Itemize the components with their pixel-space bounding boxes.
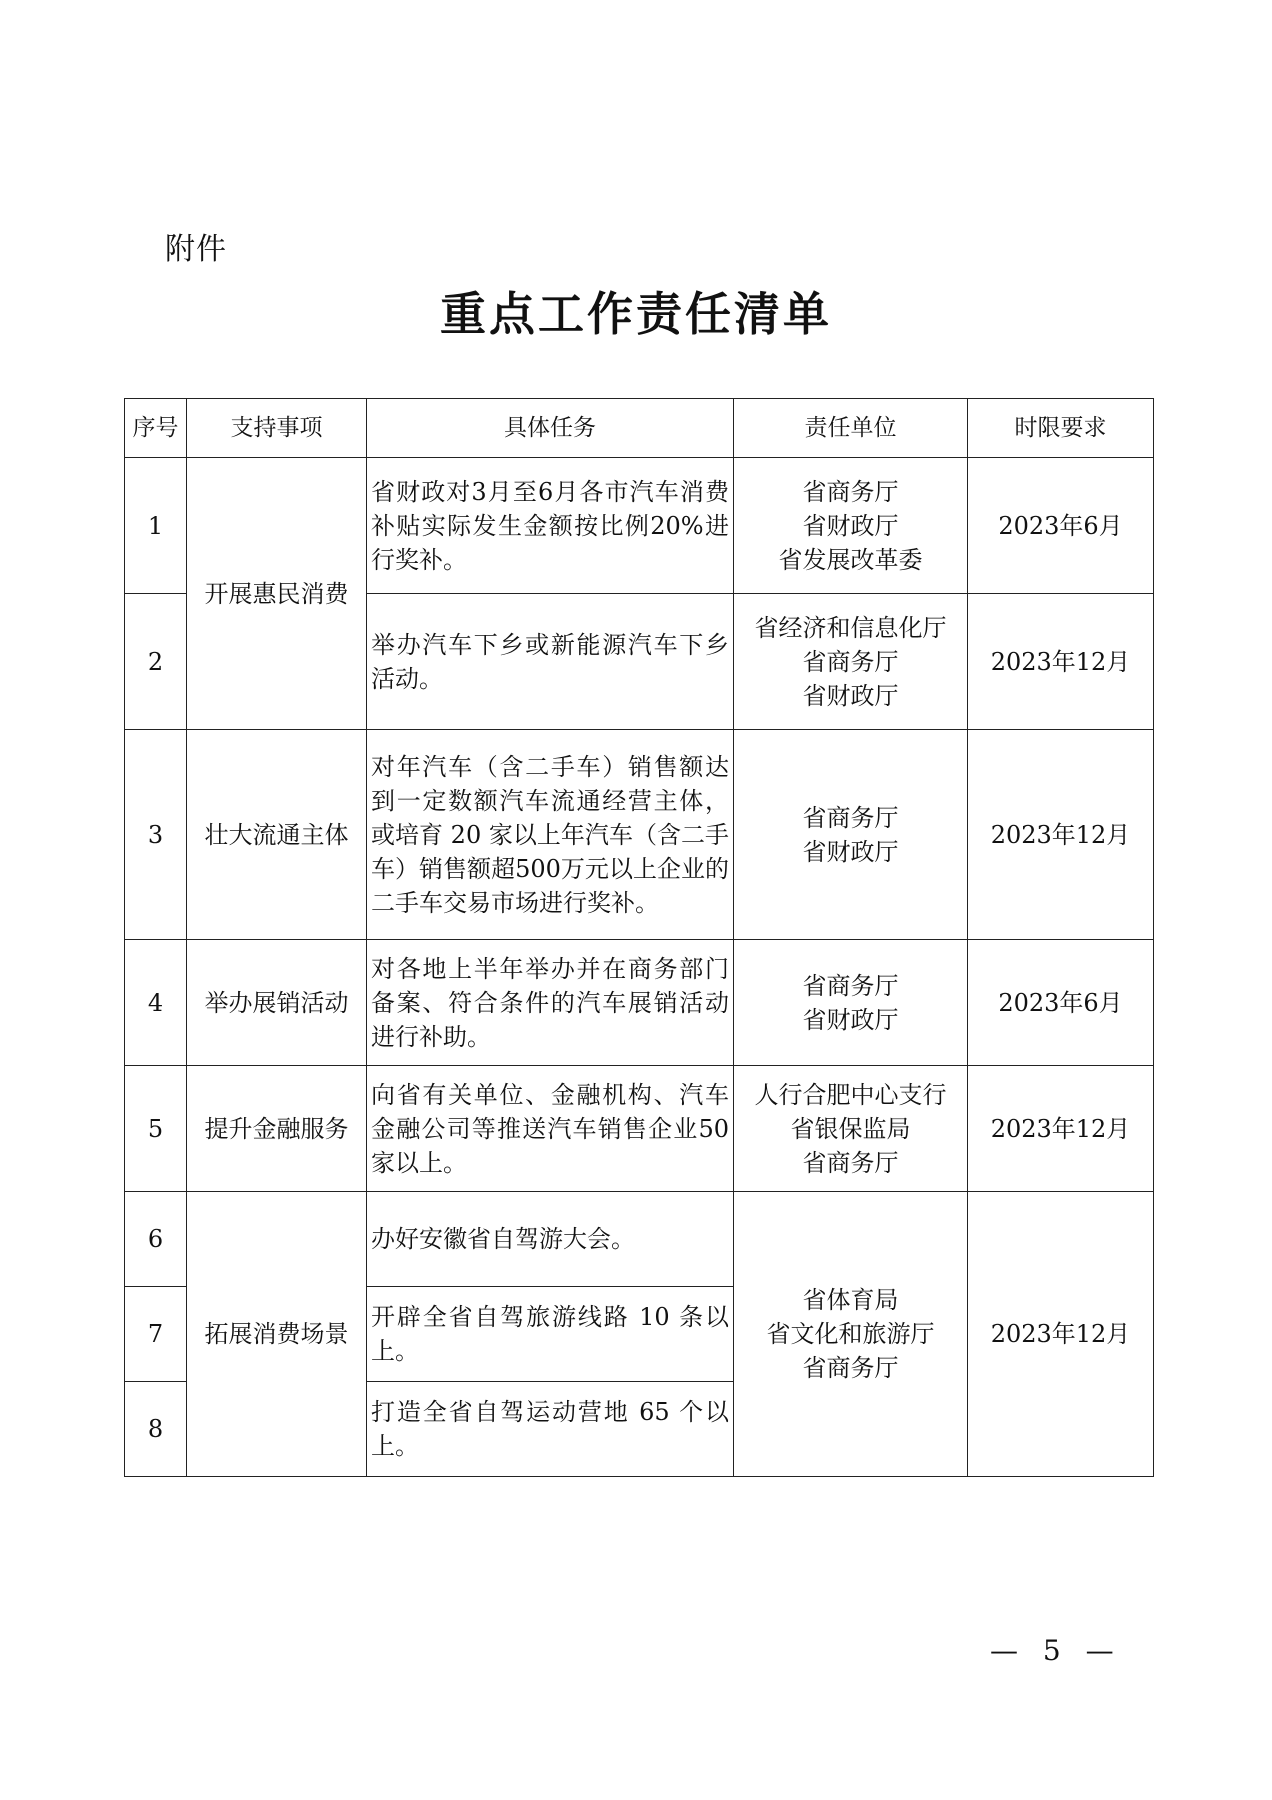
- table-header-row: [125, 399, 1154, 458]
- row-seq: 4: [125, 940, 187, 1066]
- row-deadline: 2023年12月: [968, 594, 1154, 730]
- unit-name: 省商务厅: [802, 803, 899, 832]
- unit-name: 省商务厅: [802, 1354, 899, 1382]
- unit-name: 人行合肥中心支行: [754, 1080, 947, 1109]
- page-number: — 5 —: [990, 1634, 1122, 1667]
- row-units: [734, 458, 968, 594]
- row-task: 打造全省自驾运动营地 65 个以上。: [367, 1382, 734, 1477]
- unit-name: 省文化和旅游厅: [766, 1320, 935, 1348]
- unit-name: 省商务厅: [802, 477, 899, 506]
- header-item: 支持事项: [187, 399, 367, 458]
- row-units: [734, 594, 968, 730]
- unit-name: 省财政厅: [802, 511, 899, 540]
- row-task: 向省有关单位、金融机构、汽车金融公司等推送汽车销售企业50家以上。: [367, 1066, 734, 1192]
- unit-name: 省财政厅: [802, 1005, 899, 1034]
- row-units: [734, 1066, 968, 1192]
- responsibility-table: [124, 398, 1154, 1477]
- table-row: [125, 730, 1154, 940]
- unit-name: 省财政厅: [802, 681, 899, 710]
- row-seq: 8: [125, 1382, 187, 1477]
- row-seq: 5: [125, 1066, 187, 1192]
- unit-name: 省商务厅: [802, 971, 899, 1000]
- header-task: 具体任务: [367, 399, 734, 458]
- unit-name: 省商务厅: [802, 1148, 899, 1177]
- table-row: [125, 458, 1154, 594]
- row-seq: 7: [125, 1287, 187, 1382]
- row-task: 举办汽车下乡或新能源汽车下乡活动。: [367, 594, 734, 730]
- attachment-label: 附件: [165, 232, 227, 267]
- row-item: 提升金融服务: [187, 1066, 367, 1192]
- header-deadline: 时限要求: [968, 399, 1154, 458]
- row-seq: 2: [125, 594, 187, 730]
- row-seq: 1: [125, 458, 187, 594]
- row-deadline: 2023年6月: [968, 458, 1154, 594]
- row-item: 举办展销活动: [187, 940, 367, 1066]
- document-title: 重点工作责任清单: [440, 287, 832, 341]
- row-seq: 3: [125, 730, 187, 940]
- row-item: 拓展消费场景: [187, 1192, 367, 1477]
- row-task: 开辟全省自驾旅游线路 10 条以上。: [367, 1287, 734, 1382]
- row-deadline: 2023年6月: [968, 940, 1154, 1066]
- row-deadline: 2023年12月: [968, 1066, 1154, 1192]
- header-unit: 责任单位: [734, 399, 968, 458]
- unit-name: 省财政厅: [802, 837, 899, 866]
- row-task: 对年汽车（含二手车）销售额达到一定数额汽车流通经营主体，或培育 20 家以上年汽车（含二手车）销售额超500万元以上企业的二手车交易市场进行奖补。: [367, 730, 734, 940]
- row-task: 对各地上半年举办并在商务部门备案、符合条件的汽车展销活动进行补助。: [367, 940, 734, 1066]
- row-task: 办好安徽省自驾游大会。: [367, 1192, 734, 1287]
- row-item: 壮大流通主体: [187, 730, 367, 940]
- row-units: [734, 730, 968, 940]
- unit-name: 省体育局: [802, 1286, 899, 1314]
- row-units: [734, 940, 968, 1066]
- table-row: [125, 940, 1154, 1066]
- row-task: 省财政对3月至6月各市汽车消费补贴实际发生金额按比例20%进行奖补。: [367, 458, 734, 594]
- table-row: [125, 1066, 1154, 1192]
- row-item: 开展惠民消费: [187, 458, 367, 730]
- header-seq: 序号: [125, 399, 187, 458]
- row-deadline: 2023年12月: [968, 730, 1154, 940]
- table-row: [125, 1192, 1154, 1287]
- unit-name: 省经济和信息化厅: [754, 613, 947, 642]
- row-seq: 6: [125, 1192, 187, 1287]
- row-deadline: 2023年12月: [968, 1192, 1154, 1477]
- unit-name: 省银保监局: [790, 1114, 911, 1143]
- row-units: [734, 1192, 968, 1477]
- unit-name: 省商务厅: [802, 647, 899, 676]
- unit-name: 省发展改革委: [778, 545, 923, 574]
